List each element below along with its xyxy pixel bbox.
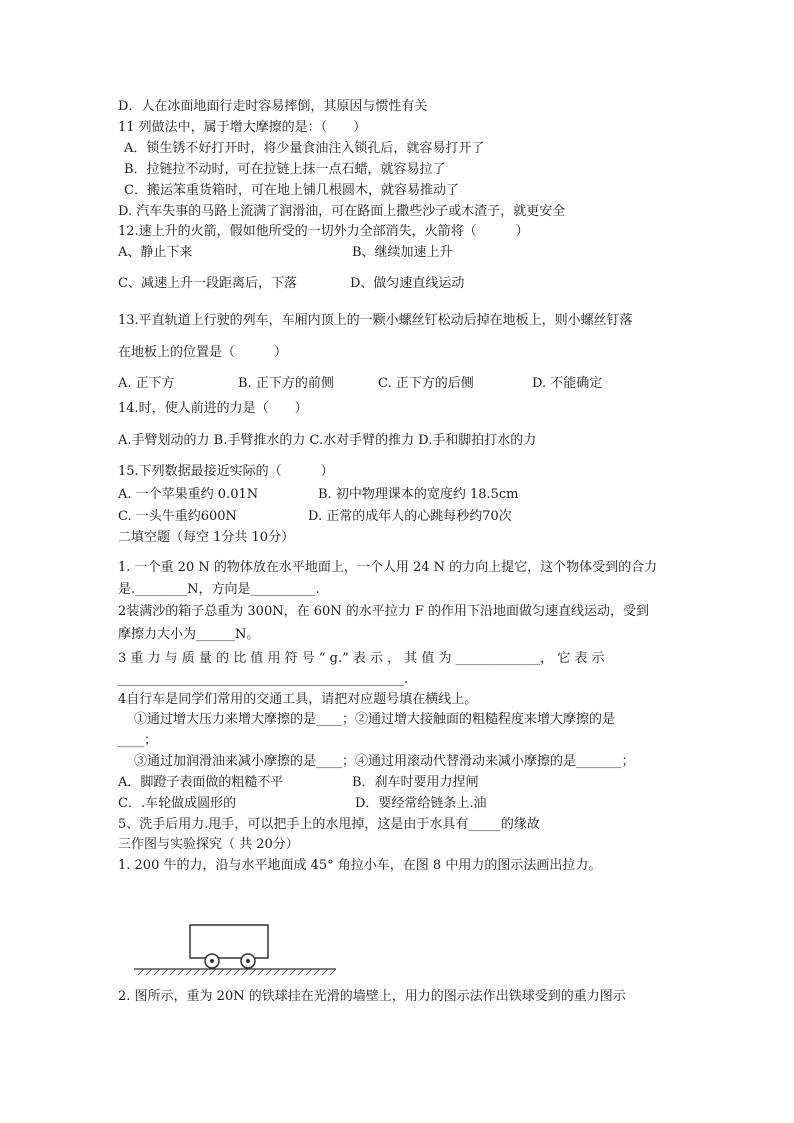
q15-option-a: A. 一个苹果重约 0.01N bbox=[118, 487, 259, 502]
fill-q5: 5、洗手后用力.甩手，可以把手上的水甩掉，这是由于水具有_____的缘故 bbox=[118, 817, 540, 832]
q13-stem-cont: 在地板上的位置是（ ） bbox=[118, 345, 288, 360]
cart-figure bbox=[132, 922, 338, 978]
fill-q2-blank: 摩擦力大小为______N。 bbox=[118, 627, 260, 642]
q13-stem: 13.平直轨道上行驶的列车，车厢内顶上的一颗小螺丝钉松动后掉在地板上，则小螺丝钉落 bbox=[118, 313, 633, 328]
q13-option-c: C. 正下方的后侧 bbox=[378, 376, 474, 391]
fill-q4-option-c: C．.车轮做成圆形的 bbox=[118, 796, 237, 811]
fill-q4-option-a: A．脚蹬子表面做的粗糙不平 bbox=[118, 775, 284, 790]
fill-q3-blank: ____________________________________________. bbox=[118, 672, 409, 687]
ground-hatching bbox=[138, 969, 336, 975]
fill-q1-stem: 1. 一个重 20 N 的物体放在水平地面上，一个人用 24 N 的力向上提它，这个物体受到的合力 bbox=[118, 560, 658, 575]
fill-q4-part-3-4: ③通过加润滑油来减小摩擦的是____；④通过用滚动代替滑动来减小摩擦的是_______； bbox=[134, 754, 635, 769]
fill-q4-option-b: B．刹车时要用力捏闸 bbox=[352, 775, 479, 790]
q11-option-a: A．锁生锈不好打开时，将少量食油注入锁孔后，就容易打开了 bbox=[124, 141, 485, 156]
q13-option-b: B. 正下方的前侧 bbox=[238, 376, 334, 391]
q12-option-a: A、静止下来 bbox=[118, 245, 193, 260]
section-3-heading: 三作图与实验探究（ 共 20分） bbox=[118, 837, 299, 852]
q12-stem: 12.速上升的火箭，假如他所受的一切外力全部消失，火箭将（ ） bbox=[118, 224, 529, 239]
q12-option-c: C、减速上升一段距离后，下落 bbox=[118, 276, 297, 291]
cart-body bbox=[190, 925, 268, 958]
fill-q3-stem: 3 重 力 与 质 量 的 比 值 用 符 号 “ g.” 表 示 ， 其 值 为 _____________， 它 表 示 bbox=[118, 651, 605, 666]
q14-stem: 14.时，使人前进的力是（ ） bbox=[118, 401, 308, 416]
q13-option-d: D. 不能确定 bbox=[532, 376, 603, 391]
cart-axle-right bbox=[246, 959, 250, 963]
q12-option-b: B、继续加速上升 bbox=[352, 245, 453, 260]
q11-option-d: D. 汽车失事的马路上流满了润滑油，可在路面上撒些沙子或木渣子，就更安全 bbox=[118, 204, 566, 219]
q10-option-d: D．人在冰面地面行走时容易摔倒，其原因与惯性有关 bbox=[118, 99, 428, 114]
q11-option-c: C．搬运笨重货箱时，可在地上铺几根圆木，就容易推动了 bbox=[124, 183, 459, 198]
fill-q2-stem: 2装满沙的箱子总重为 300N，在 60N 的水平拉力 F 的作用下沿地面做匀速直线运动，受到 bbox=[118, 604, 650, 619]
fill-q4-part-2-blank: ____； bbox=[118, 733, 158, 748]
q13-option-a: A. 正下方 bbox=[118, 376, 175, 391]
section-2-heading: 二填空题（每空 1分共 10分） bbox=[118, 530, 295, 545]
q15-option-b: B. 初中物理课本的宽度约 18.5cm bbox=[318, 487, 519, 502]
q12-option-d: D、做匀速直线运动 bbox=[350, 276, 465, 291]
q15-stem: 15.下列数据最接近实际的（ ） bbox=[118, 464, 334, 479]
drawing-q1-stem: 1. 200 牛的力，沿与水平地面成 45° 角拉小车，在图 8 中用力的图示法画出拉力。 bbox=[118, 858, 602, 873]
fill-q4-option-d: D．要经常给链条上.油 bbox=[355, 796, 487, 811]
q15-option-d: D. 正常的成年人的心跳每秒约70次 bbox=[308, 509, 512, 524]
q15-option-c: C. 一头牛重约600N bbox=[118, 509, 237, 524]
q11-stem: 11 列做法中，属于增大摩擦的是：（ ） bbox=[118, 120, 367, 135]
cart-axle-left bbox=[210, 959, 214, 963]
fill-q4-stem: 4自行车是同学们常用的交通工具，请把对应题号填在横线上。 bbox=[118, 692, 478, 707]
q11-option-b: B．拉链拉不动时，可在拉链上抹一点石蜡，就容易拉了 bbox=[124, 162, 446, 177]
fill-q4-part-1-2: ①通过增大压力来增大摩擦的是____；②通过增大接触面的粗糙程度来增大摩擦的是 bbox=[134, 712, 616, 727]
q14-options: A.手臂划动的力 B.手臂推水的力 C.水对手臂的推力 D.手和脚拍打水的力 bbox=[118, 433, 537, 448]
fill-q1-blanks: 是.________N，方向是__________. bbox=[118, 582, 320, 597]
drawing-q2-stem: 2. 图所示，重为 20N 的铁球挂在光滑的墙壁上，用力的图示法作出铁球受到的重力图示 bbox=[118, 989, 626, 1004]
